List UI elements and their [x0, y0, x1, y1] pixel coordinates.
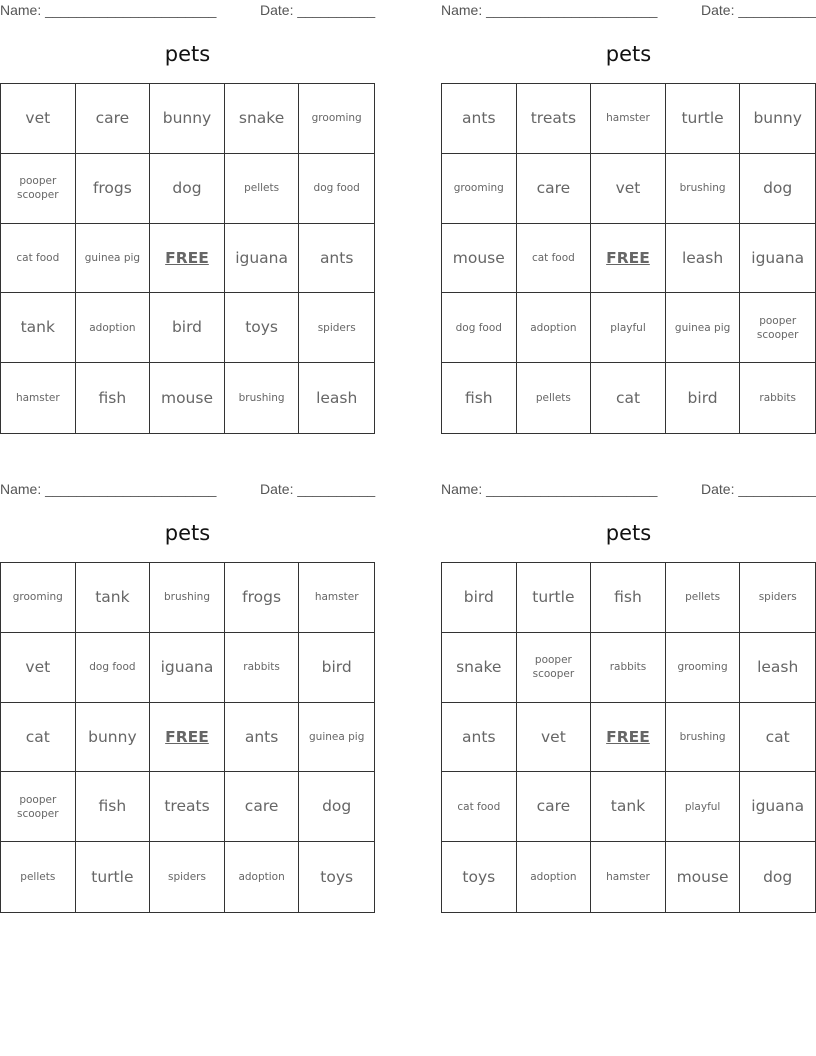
bingo-grid	[441, 562, 816, 913]
bingo-cell: dog	[763, 867, 793, 886]
bingo-cell: playful	[666, 772, 741, 842]
name-field-label: Name: ______________________	[0, 481, 217, 497]
bingo-cell: spiders	[740, 563, 815, 633]
bingo-cell: toys	[442, 842, 517, 912]
bingo-cell: snake	[225, 84, 300, 154]
free-space-cell: FREE	[591, 224, 666, 294]
bingo-cell: dog	[150, 154, 225, 224]
bingo-cell: ants	[442, 703, 517, 773]
bingo-cell: dog	[740, 154, 815, 224]
bingo-cell: cat	[740, 703, 815, 773]
bingo-cell: grooming	[442, 154, 517, 224]
bingo-cell: bunny	[740, 84, 815, 154]
bingo-cell: toys	[225, 293, 300, 363]
bingo-cell: fish	[76, 363, 151, 433]
bingo-cell: dog	[299, 772, 374, 842]
bingo-cell: cat food	[442, 772, 517, 842]
bingo-cell: leash	[740, 633, 815, 703]
bingo-cell: spiders	[150, 842, 225, 912]
bingo-cell: spiders	[299, 293, 374, 363]
bingo-cell: hamster	[591, 84, 666, 154]
bingo-cell: mouse	[666, 842, 741, 912]
date-field-label: Date: __________	[701, 481, 816, 497]
bingo-cell: grooming	[1, 563, 76, 633]
name-field-label: Name: ______________________	[0, 2, 217, 18]
date-field-label: Date: __________	[701, 2, 816, 18]
bingo-cell: hamster	[591, 842, 666, 912]
free-space-cell: FREE	[591, 703, 666, 773]
bingo-card-2	[441, 0, 816, 407]
bingo-cell: frogs	[76, 154, 151, 224]
bingo-cell: iguana	[150, 633, 225, 703]
bingo-cell: pooper scooper	[740, 293, 815, 363]
name-field-label: Name: ______________________	[441, 481, 658, 497]
bingo-cell: bird	[442, 563, 517, 633]
bingo-cell: tank	[1, 293, 76, 363]
card-header	[441, 479, 816, 501]
bingo-cell: bird	[299, 633, 374, 703]
bingo-cell: adoption	[517, 293, 592, 363]
bingo-cell: snake	[442, 633, 517, 703]
bingo-cell: iguana	[740, 224, 815, 294]
bingo-cell: care	[517, 772, 592, 842]
bingo-cell: vet	[1, 633, 76, 703]
bingo-cell: dog food	[442, 293, 517, 363]
bingo-cell: vet	[591, 154, 666, 224]
bingo-cell: frogs	[225, 563, 300, 633]
bingo-cell: toys	[320, 867, 354, 886]
bingo-cell: ants	[442, 84, 517, 154]
bingo-cell: pellets	[517, 363, 592, 433]
bingo-cell: bird	[666, 363, 741, 433]
bingo-cell: cat food	[1, 224, 76, 294]
bingo-cell: fish	[76, 772, 151, 842]
free-space-cell: FREE	[150, 224, 225, 294]
card-title: pets	[605, 42, 652, 66]
bingo-cell: rabbits	[591, 633, 666, 703]
bingo-cell: pooper scooper	[1, 154, 76, 224]
bingo-cell: cat	[1, 703, 76, 773]
bingo-cell: tank	[591, 772, 666, 842]
bingo-cell: ants	[299, 224, 374, 294]
bingo-cell: care	[76, 84, 151, 154]
bingo-cell: brushing	[225, 363, 300, 433]
bingo-grid	[441, 83, 816, 434]
bingo-cell: vet	[1, 84, 76, 154]
bingo-cell: bunny	[76, 703, 151, 773]
bingo-cell: leash	[316, 388, 358, 407]
bingo-cell: mouse	[442, 224, 517, 294]
bingo-card-3	[0, 479, 376, 886]
bingo-cell: leash	[666, 224, 741, 294]
card-title: pets	[164, 521, 211, 545]
date-field-label: Date: __________	[260, 2, 376, 18]
bingo-cell: care	[517, 154, 592, 224]
bingo-cell: adoption	[225, 842, 300, 912]
bingo-cell: treats	[150, 772, 225, 842]
bingo-cell: cat food	[517, 224, 592, 294]
bingo-cell: turtle	[666, 84, 741, 154]
bingo-cell: iguana	[740, 772, 815, 842]
bingo-cell: hamster	[1, 363, 76, 433]
bingo-cell: turtle	[76, 842, 151, 912]
bingo-cell: adoption	[517, 842, 592, 912]
bingo-cell: brushing	[666, 703, 741, 773]
bingo-grid	[0, 83, 375, 434]
bingo-cell: rabbits	[225, 633, 300, 703]
bingo-cell: rabbits	[759, 392, 796, 404]
card-title: pets	[164, 42, 211, 66]
free-space-cell: FREE	[150, 703, 225, 773]
bingo-card-1	[0, 0, 376, 407]
bingo-cell: guinea pig	[76, 224, 151, 294]
bingo-cell: cat	[591, 363, 666, 433]
name-field-label: Name: ______________________	[441, 2, 658, 18]
bingo-card-4	[441, 479, 816, 886]
bingo-cell: pooper scooper	[517, 633, 592, 703]
bingo-cell: vet	[517, 703, 592, 773]
bingo-cell: pooper scooper	[1, 772, 76, 842]
bingo-cell: mouse	[150, 363, 225, 433]
bingo-cell: fish	[591, 563, 666, 633]
bingo-cell: ants	[225, 703, 300, 773]
bingo-cell: dog food	[299, 154, 374, 224]
bingo-cell: brushing	[150, 563, 225, 633]
card-header	[0, 479, 375, 501]
bingo-cell: hamster	[299, 563, 374, 633]
bingo-cell: brushing	[666, 154, 741, 224]
bingo-cell: care	[225, 772, 300, 842]
bingo-cell: dog food	[76, 633, 151, 703]
card-header	[0, 0, 375, 22]
bingo-cell: treats	[517, 84, 592, 154]
bingo-cell: guinea pig	[299, 703, 374, 773]
bingo-cell: pellets	[1, 842, 76, 912]
bingo-cell: turtle	[517, 563, 592, 633]
bingo-cell: fish	[442, 363, 517, 433]
bingo-cell: tank	[76, 563, 151, 633]
bingo-cell: grooming	[666, 633, 741, 703]
date-field-label: Date: __________	[260, 481, 376, 497]
bingo-cell: bird	[150, 293, 225, 363]
bingo-grid	[0, 562, 375, 913]
card-title: pets	[605, 521, 652, 545]
bingo-cell: pellets	[666, 563, 741, 633]
bingo-cell: adoption	[76, 293, 151, 363]
bingo-cell: playful	[591, 293, 666, 363]
bingo-cell: guinea pig	[666, 293, 741, 363]
bingo-cell: grooming	[299, 84, 374, 154]
bingo-cell: pellets	[225, 154, 300, 224]
bingo-cell: bunny	[150, 84, 225, 154]
card-header	[441, 0, 816, 22]
bingo-cell: iguana	[225, 224, 300, 294]
